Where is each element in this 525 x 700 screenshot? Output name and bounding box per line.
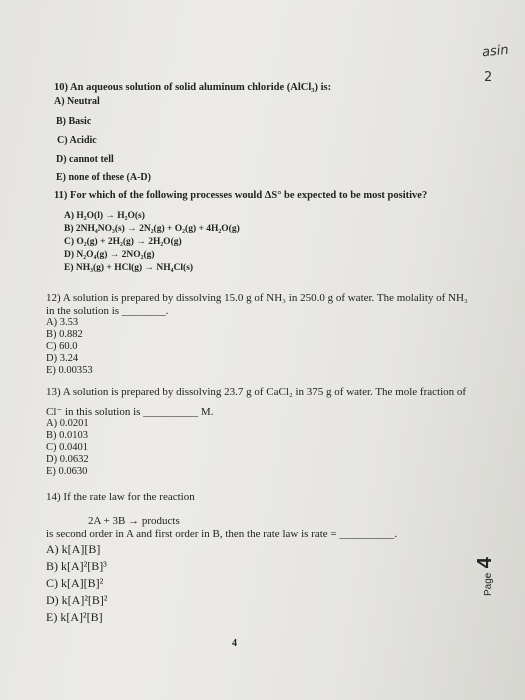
question-10-option-e: E) none of these (A-D) — [56, 172, 151, 183]
question-14-option-c: C) k[A][B]² — [46, 576, 104, 590]
question-11-stem: 11) For which of the following processes would ΔS° be expected to be most positive? — [54, 190, 428, 201]
rotated-page-label-number: 4 — [474, 557, 496, 569]
handwritten-note: asin — [481, 42, 510, 61]
question-12-option-b: B) 0.882 — [46, 329, 83, 340]
question-12-stem-line2: in the solution is ________. — [46, 305, 169, 317]
question-12-option-e: E) 0.00353 — [46, 365, 93, 376]
question-14-stem-line1: 14) If the rate law for the reaction — [46, 491, 195, 503]
question-13-option-b: B) 0.0103 — [46, 430, 88, 441]
question-11-option-b: B) 2NH₄NO₃(s) → 2N₂(g) + O₂(g) + 4H₂O(g) — [64, 224, 240, 234]
question-10-stem: 10) An aqueous solution of solid aluminum chloride (AlCl₃) is: — [54, 82, 332, 93]
question-10-option-b: B) Basic — [56, 116, 92, 127]
question-14-option-b: B) k[A]²[B]³ — [46, 559, 107, 573]
question-12-stem-line1: 12) A solution is prepared by dissolving 15.0 g of NH₃ in 250.0 g of water. The molality of NH₃ — [46, 292, 468, 304]
rotated-page-label — [474, 557, 497, 596]
question-11-option-c: C) O₂(g) + 2H₂(g) → 2H₂O(g) — [64, 237, 182, 247]
handwritten-number: 2 — [484, 70, 493, 85]
question-11-option-e: E) NH₃(g) + HCl(g) → NH₄Cl(s) — [64, 263, 194, 273]
question-13-option-c: C) 0.0401 — [46, 442, 88, 453]
page-number: 4 — [232, 638, 237, 649]
question-13-option-e: E) 0.0630 — [46, 466, 88, 477]
question-14-option-e: E) k[A]²[B] — [46, 610, 103, 624]
question-12-option-a: A) 3.53 — [46, 317, 79, 328]
question-12-option-c: C) 60.0 — [46, 341, 78, 352]
question-13-option-a: A) 0.0201 — [46, 418, 89, 429]
question-11-option-a: A) H₂O(l) → H₂O(s) — [64, 211, 145, 221]
question-14-stem-line2: is second order in A and first order in B, then the rate law is rate = __________. — [46, 528, 398, 540]
question-14-option-a: A) k[A][B] — [46, 542, 101, 556]
question-14-option-d: D) k[A]²[B]² — [46, 593, 108, 607]
question-14-reaction: 2A + 3B → products — [88, 515, 180, 527]
question-10-option-a: A) Neutral — [54, 96, 100, 107]
question-11-option-d: D) N₂O₄(g) → 2NO₂(g) — [64, 250, 155, 260]
rotated-page-label-text: Page — [483, 572, 494, 596]
question-10-option-c: C) Acidic — [57, 135, 97, 146]
question-10-option-d: D) cannot tell — [56, 154, 114, 165]
question-13-stem-line2: Cl⁻ in this solution is __________ M. — [46, 406, 214, 418]
question-12-option-d: D) 3.24 — [46, 353, 79, 364]
question-13-stem-line1: 13) A solution is prepared by dissolving 23.7 g of CaCl₂ in 375 g of water. The mole fraction of — [46, 386, 467, 398]
question-13-option-d: D) 0.0632 — [46, 454, 89, 465]
